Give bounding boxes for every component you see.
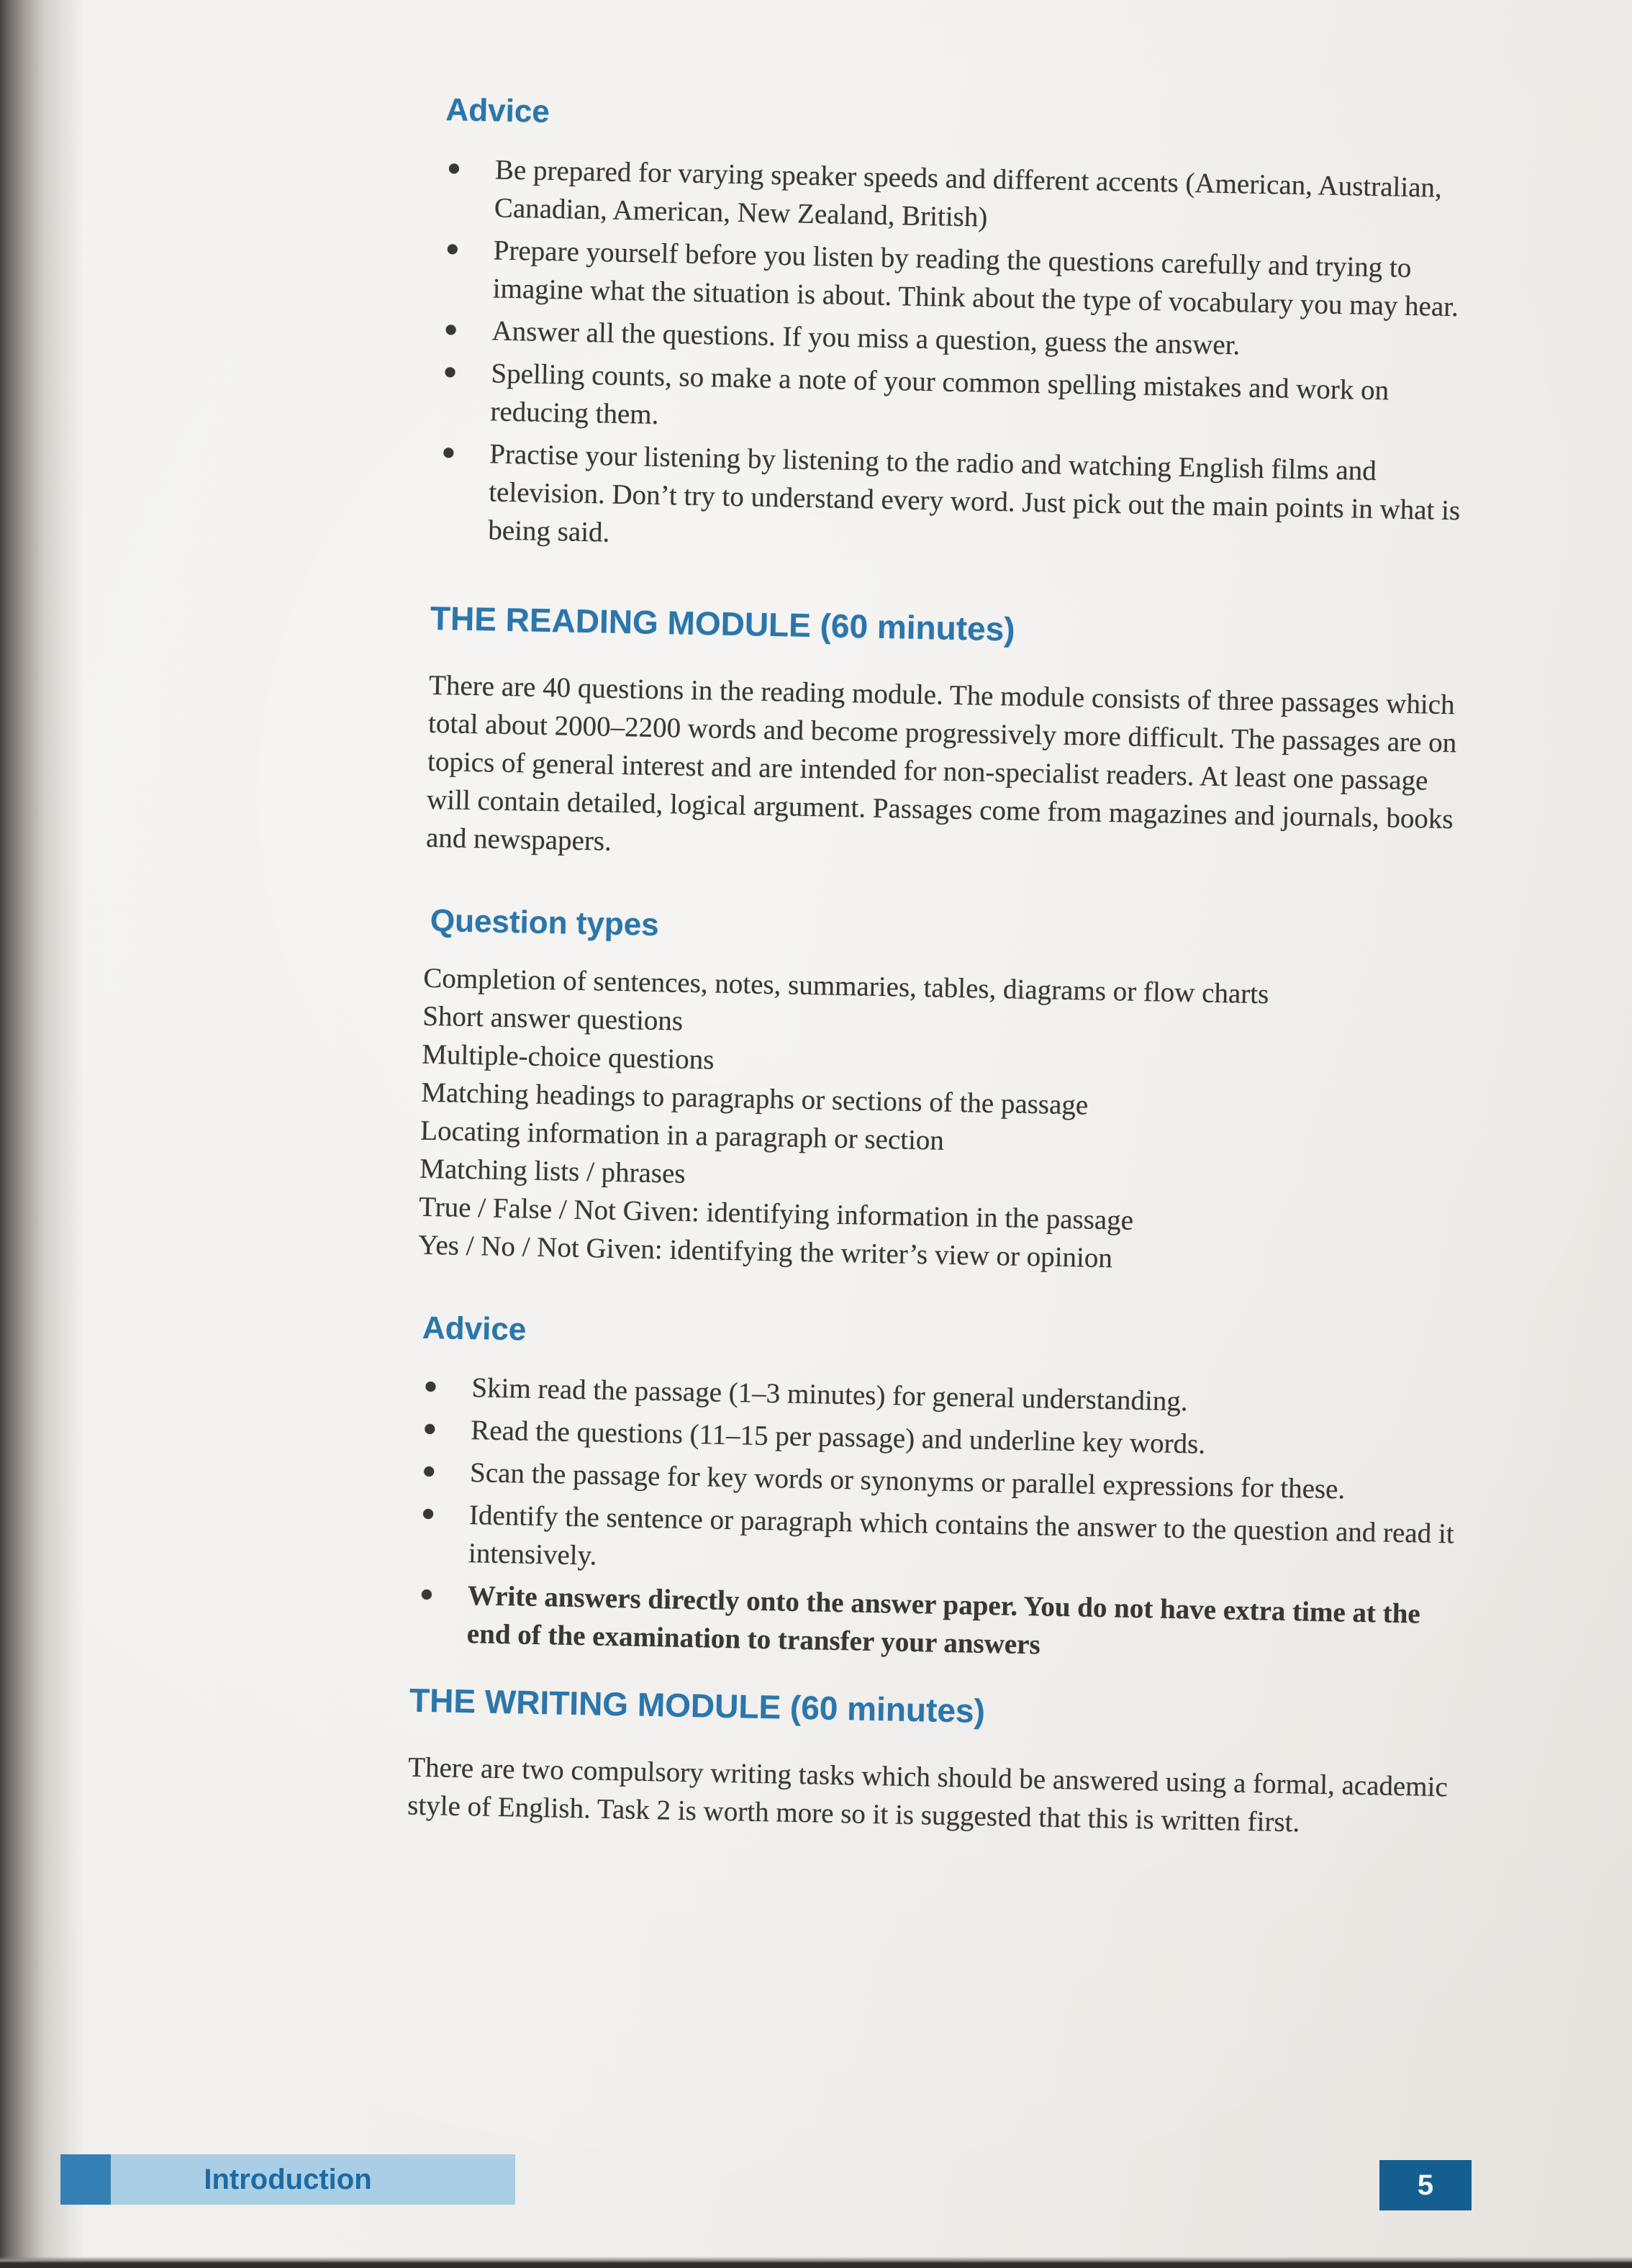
page-number-box [1379,2160,1472,2210]
question-types-heading: Question types [430,902,660,943]
writing-module-heading: THE WRITING MODULE (60 minutes) [409,1681,986,1730]
list-item [412,1495,1459,1592]
question-type-item: Yes / No / Not Given: identifying the writer’s view or opinion [417,1229,1113,1274]
advice-list [410,1368,1460,1672]
advice-list [432,150,1484,568]
question-type-item: Locating information in a paragraph or section [420,1115,945,1156]
advice-reading-section [410,1310,1461,1672]
reading-module-section [426,599,1476,877]
footer-section-bar [60,2154,515,2205]
list-item-text: Scan the passage for key words or synonyms or parallel expressions for these. [469,1457,1346,1505]
list-item-text: Prepare yourself before you listen by reading the questions carefully and trying to imagine what the situation is about. Think about the type of vocabulary you may hear. [492,235,1459,323]
question-types-section [418,903,1469,1284]
advice-listening-section [432,92,1485,568]
bullet-icon [445,367,455,377]
advice-heading: Advice [422,1310,527,1348]
list-item-text: Spelling counts, so make a note of your common spelling mistakes and work on reducing them. [490,358,1390,430]
advice-heading: Advice [445,92,550,130]
reading-module-paragraph: There are 40 questions in the reading module. The module consists of three passages which total about 2000–2200 words and become progressively more difficult. The passages are on topics of general interest and are intended for non-specialist readers. At least one passage will contain detailed, logical argument. Passages come from magazines and journals, books and newspapers. [425,669,1457,857]
list-item-text: Read the questions (11–15 per passage) and underline key words. [470,1415,1206,1460]
bullet-icon [446,325,456,335]
list-item [434,353,1480,450]
list-item-text: Skim read the passage (1–3 minutes) for general understanding. [471,1372,1188,1418]
footer-section-label: Introduction [204,2163,372,2195]
book-spine-shadow [0,0,86,2268]
bullet-icon [449,163,459,173]
question-type-item: Multiple-choice questions [421,1038,715,1076]
bullet-icon [425,1424,435,1434]
list-item-text: Answer all the questions. If you miss a question, guess the answer. [491,315,1241,361]
list-item [432,434,1479,568]
bullet-icon [422,1589,432,1600]
list-item-bold [410,1576,1456,1672]
list-item-text: Be prepared for varying speaker speeds and different accents (American, Australian, Canadian, American, New Zealand, British) [494,154,1443,233]
list-item-text: Write answers directly onto the answer paper. You do not have extra time at the end of the examination to transfer your answers [466,1580,1421,1661]
question-type-item: Matching lists / phrases [419,1153,686,1189]
bullet-icon [424,1466,434,1477]
list-item [436,230,1482,327]
bullet-icon [448,244,458,254]
bullet-icon [423,1509,433,1519]
page-number: 5 [1417,2169,1434,2201]
question-type-item: True / False / Not Given: identifying information in the passage [418,1191,1134,1236]
list-item-text: Practise your listening by listening to the radio and watching English films and television. Don’t try to understand every word. Just pick out the main points in what is being said. [487,438,1461,548]
question-type-item: Short answer questions [422,1000,684,1037]
writing-module-paragraph: There are two compulsory writing tasks which should be answered using a formal, academic style of English. Task 2 is worth more so it is suggested that this is written first. [407,1751,1449,1838]
bullet-icon [443,448,453,458]
writing-module-section [407,1681,1455,1845]
footer-accent-square [60,2154,111,2205]
list-item [438,150,1484,246]
photo-bottom-edge [0,2256,1632,2268]
list-item-text: Identify the sentence or paragraph which contains the answer to the question and read it intensively. [468,1500,1455,1571]
question-type-item: Matching headings to paragraphs or sections of the passage [420,1076,1089,1121]
question-type-item: Completion of sentences, notes, summaries, tables, diagrams or flow charts [422,962,1269,1010]
reading-module-heading: THE READING MODULE (60 minutes) [430,599,1016,648]
question-types-list [418,959,1469,1284]
page-content [407,92,1485,1844]
bullet-icon [425,1382,435,1392]
